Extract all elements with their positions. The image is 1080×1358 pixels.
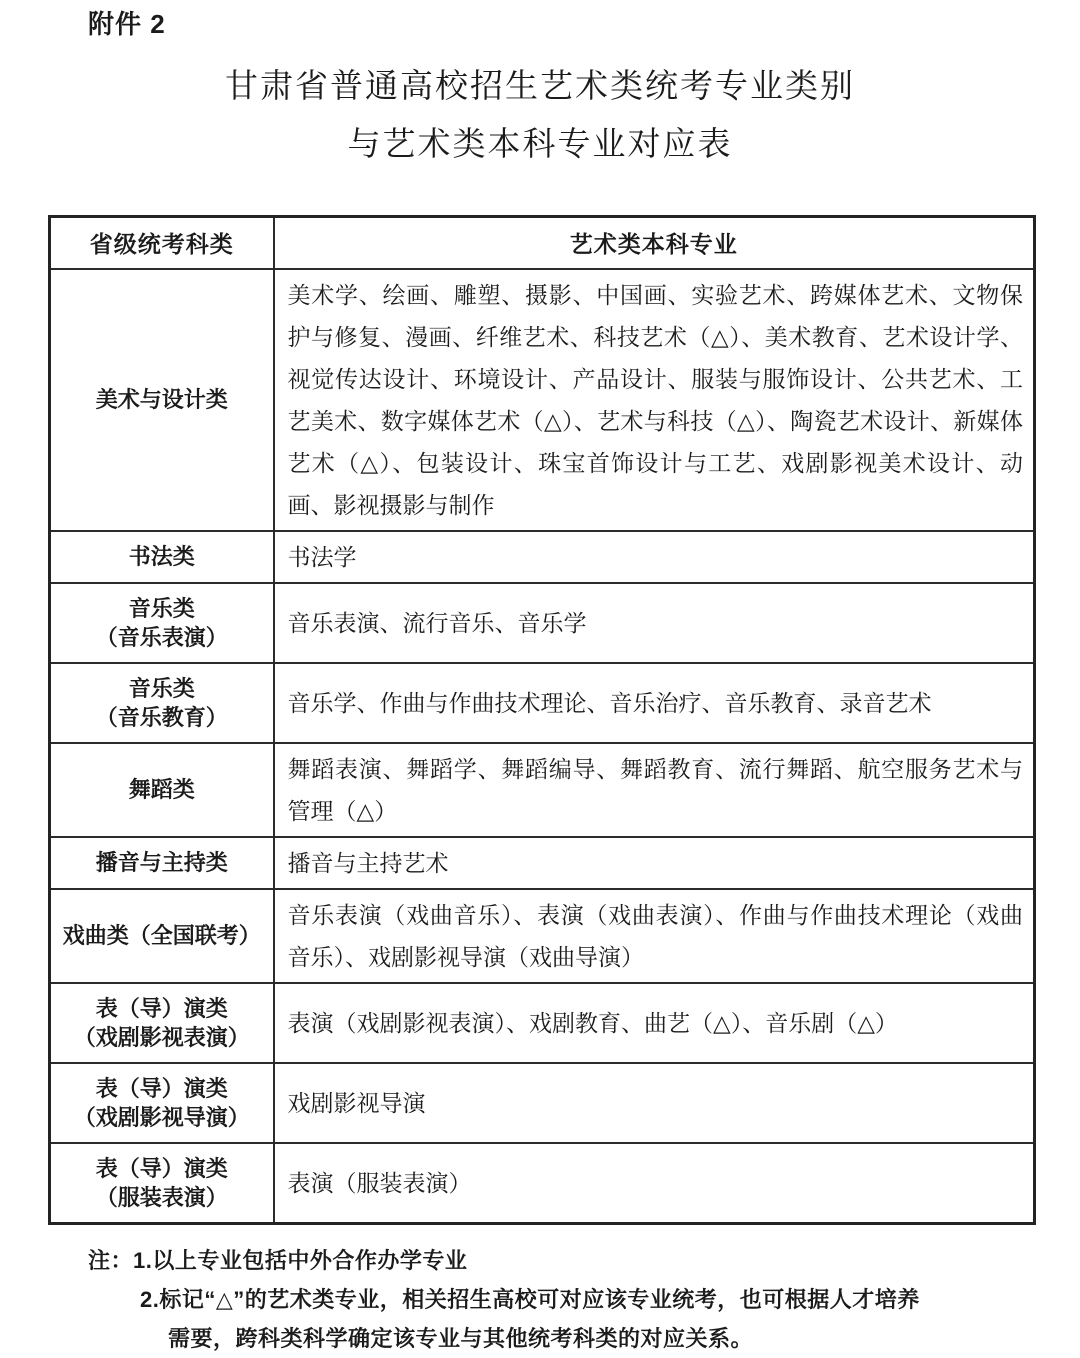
notes-section [88, 1241, 1080, 1358]
majors-cell: 美术学、绘画、雕塑、摄影、中国画、实验艺术、跨媒体艺术、文物保护与修复、漫画、纤维艺术、科技艺术（△）、美术教育、艺术设计学、视觉传达设计、环境设计、产品设计、服装与服饰设计、公共艺术、工艺美术、数字媒体艺术（△）、艺术与科技（△）、陶瓷艺术设计、新媒体艺术（△）、包装设计、珠宝首饰设计与工艺、戏剧影视美术设计、动画、影视摄影与制作 [274, 269, 1035, 531]
document-title [0, 57, 1080, 173]
document-title-line1: 甘肃省普通高校招生艺术类统考专业类别 [225, 67, 855, 104]
table-row [50, 663, 1035, 743]
category-label: 音乐类 [128, 675, 195, 701]
majors-cell: 音乐学、作曲与作曲技术理论、音乐治疗、音乐教育、录音艺术 [274, 663, 1035, 743]
category-cell [50, 983, 274, 1063]
category-cell [50, 837, 274, 889]
header-majors-column: 艺术类本科专业 [274, 217, 1035, 269]
category-label: 戏曲类（全国联考） [62, 923, 261, 948]
category-cell [50, 663, 274, 743]
category-cell [50, 1063, 274, 1143]
majors-cell: 表演（戏剧影视表演）、戏剧教育、曲艺（△）、音乐剧（△） [274, 983, 1035, 1063]
header-category-column: 省级统考科类 [50, 217, 274, 269]
table-row [50, 837, 1035, 889]
majors-cell: 舞蹈表演、舞蹈学、舞蹈编导、舞蹈教育、流行舞蹈、航空服务艺术与管理（△） [274, 743, 1035, 837]
category-label: 舞蹈类 [128, 777, 195, 802]
category-label: 播音与主持类 [95, 850, 228, 875]
category-label: 表（导）演类 [95, 1155, 228, 1181]
note-line-3: 需要，跨科类科学确定该专业与其他统考科类的对应关系。 [168, 1325, 754, 1351]
table-body [50, 269, 1035, 1224]
category-cell [50, 889, 274, 983]
correspondence-table [48, 215, 1036, 1225]
document-title-line2: 与艺术类本科专业对应表 [347, 125, 733, 162]
table-row [50, 889, 1035, 983]
category-sublabel: （服装表演） [95, 1184, 228, 1210]
note-line-1: 注：1.以上专业包括中外合作办学专业 [88, 1247, 468, 1273]
note-line-2: 2.标记“△”的艺术类专业，相关招生高校可对应该专业统考，也可根据人才培养 [140, 1286, 920, 1312]
table-row [50, 531, 1035, 583]
table-row [50, 1143, 1035, 1224]
table-header-row [50, 217, 1035, 269]
category-sublabel: （戏剧影视表演） [73, 1024, 250, 1050]
attachment-label: 附件 2 [88, 9, 166, 39]
table-row [50, 583, 1035, 663]
category-label: 书法类 [128, 544, 195, 569]
table-row [50, 743, 1035, 837]
table-row [50, 269, 1035, 531]
category-label: 美术与设计类 [95, 387, 228, 412]
majors-cell: 戏剧影视导演 [274, 1063, 1035, 1143]
category-cell [50, 1143, 274, 1224]
table-row [50, 983, 1035, 1063]
category-label: 表（导）演类 [95, 1075, 228, 1101]
table-row [50, 1063, 1035, 1143]
majors-cell: 音乐表演（戏曲音乐）、表演（戏曲表演）、作曲与作曲技术理论（戏曲音乐）、戏剧影视导演（戏曲导演） [274, 889, 1035, 983]
category-label: 音乐类 [128, 595, 195, 621]
majors-cell: 播音与主持艺术 [274, 837, 1035, 889]
category-cell [50, 269, 274, 531]
category-label: 表（导）演类 [95, 995, 228, 1021]
majors-cell: 音乐表演、流行音乐、音乐学 [274, 583, 1035, 663]
category-sublabel: （戏剧影视导演） [73, 1104, 250, 1130]
category-cell [50, 743, 274, 837]
category-sublabel: （音乐表演） [95, 624, 228, 650]
category-cell [50, 583, 274, 663]
majors-cell: 表演（服装表演） [274, 1143, 1035, 1224]
majors-cell: 书法学 [274, 531, 1035, 583]
category-cell [50, 531, 274, 583]
category-sublabel: （音乐教育） [95, 704, 228, 730]
